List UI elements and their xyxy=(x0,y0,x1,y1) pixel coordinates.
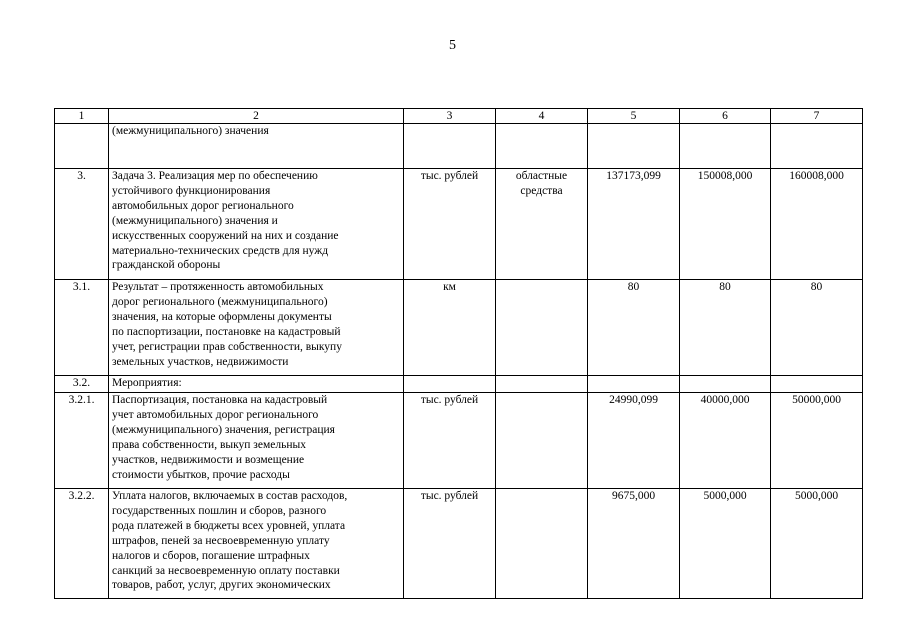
description-line: участков, недвижимости и возмещение xyxy=(112,453,305,466)
description-line: (межмуниципального) значения и xyxy=(112,214,278,227)
description-line: штрафов, пеней за несвоевременную уплату xyxy=(112,534,330,547)
table-row xyxy=(55,489,863,599)
row-number xyxy=(55,124,109,169)
row-number: 3.2.2. xyxy=(55,489,109,599)
description-cell xyxy=(109,169,404,280)
value-col7 xyxy=(771,376,863,393)
value-col7: 50000,000 xyxy=(771,393,863,489)
source-cell xyxy=(496,124,588,169)
header-cell: 3 xyxy=(404,109,496,124)
value-col5 xyxy=(588,124,680,169)
value-col7: 160008,000 xyxy=(771,169,863,280)
source-cell xyxy=(496,280,588,376)
header-cell: 7 xyxy=(771,109,863,124)
unit-cell: тыс. рублей xyxy=(404,393,496,489)
header-cell: 2 xyxy=(109,109,404,124)
description-line: автомобильных дорог регионального xyxy=(112,199,294,212)
source-cell xyxy=(496,169,588,280)
value-col6 xyxy=(680,124,771,169)
value-col6: 40000,000 xyxy=(680,393,771,489)
source-line: средства xyxy=(520,184,563,197)
table-row xyxy=(55,393,863,489)
table-row xyxy=(55,169,863,280)
description-line: государственных пошлин и сборов, разного xyxy=(112,504,327,517)
unit-cell: км xyxy=(404,280,496,376)
description-line: Паспортизация, постановка на кадастровый xyxy=(112,394,328,406)
description-line: земельных участков, недвижимости xyxy=(112,355,289,368)
description-line: стоимости убытков, прочие расходы xyxy=(112,468,290,481)
description-cell xyxy=(109,376,404,393)
header-cell: 1 xyxy=(55,109,109,124)
table-row xyxy=(55,280,863,376)
description-line: учет, регистрации прав собственности, выкупу xyxy=(112,340,342,353)
description-line: материально-технических средств для нужд xyxy=(112,244,329,257)
description-cell xyxy=(109,124,404,169)
description-line: дорог регионального (межмуниципального) xyxy=(112,295,328,308)
table-row xyxy=(55,376,863,393)
source-cell xyxy=(496,393,588,489)
description-cell xyxy=(109,280,404,376)
table-row xyxy=(55,124,863,169)
description-line: налогов и сборов, погашение штрафных xyxy=(112,549,310,562)
unit-cell: тыс. рублей xyxy=(404,489,496,599)
value-col7: 5000,000 xyxy=(771,489,863,599)
value-col6 xyxy=(680,376,771,393)
description-cell xyxy=(109,489,404,599)
source-cell xyxy=(496,376,588,393)
row-number: 3. xyxy=(55,169,109,280)
header-cell: 5 xyxy=(588,109,680,124)
header-row xyxy=(55,109,863,124)
description-line: учет автомобильных дорог регионального xyxy=(112,408,319,421)
description-line: Задача 3. Реализация мер по обеспечению xyxy=(112,170,318,182)
row-number: 3.2. xyxy=(55,376,109,393)
value-col5: 137173,099 xyxy=(588,169,680,280)
description-line: Результат – протяженность автомобильных xyxy=(112,281,324,293)
description-line: по паспортизации, постановке на кадастровый xyxy=(112,325,341,338)
description-line: искусственных сооружений на них и создание xyxy=(112,229,339,242)
source-line: областные xyxy=(515,170,568,182)
source-cell xyxy=(496,489,588,599)
value-col7 xyxy=(771,124,863,169)
header-cell: 4 xyxy=(496,109,588,124)
description-line: устойчивого функционирования xyxy=(112,184,271,197)
description-cell xyxy=(109,393,404,489)
description-line: санкций за несвоевременную оплату поставки xyxy=(112,564,340,577)
row-number: 3.2.1. xyxy=(55,393,109,489)
value-col5 xyxy=(588,376,680,393)
page-number: 5 xyxy=(449,38,456,53)
value-col6: 5000,000 xyxy=(680,489,771,599)
header-cell: 6 xyxy=(680,109,771,124)
description-line: рода платежей в бюджеты всех уровней, уплата xyxy=(112,519,346,532)
program-table xyxy=(54,108,863,599)
description-line: Уплата налогов, включаемых в состав расходов, xyxy=(112,490,348,502)
unit-cell xyxy=(404,376,496,393)
value-col5: 80 xyxy=(588,280,680,376)
value-col6: 80 xyxy=(680,280,771,376)
description-line: права собственности, выкуп земельных xyxy=(112,438,306,451)
unit-cell xyxy=(404,124,496,169)
value-col7: 80 xyxy=(771,280,863,376)
row-number: 3.1. xyxy=(55,280,109,376)
description-line: значения, на которые оформлены документы xyxy=(112,310,332,323)
description-line: (межмуниципального) значения xyxy=(112,125,269,137)
description-line: Мероприятия: xyxy=(112,377,182,389)
description-line: (межмуниципального) значения, регистрация xyxy=(112,423,335,436)
description-line: товаров, работ, услуг, других экономических xyxy=(112,579,331,592)
description-line: гражданской обороны xyxy=(112,259,221,272)
value-col5: 24990,099 xyxy=(588,393,680,489)
value-col5: 9675,000 xyxy=(588,489,680,599)
unit-cell: тыс. рублей xyxy=(404,169,496,280)
value-col6: 150008,000 xyxy=(680,169,771,280)
